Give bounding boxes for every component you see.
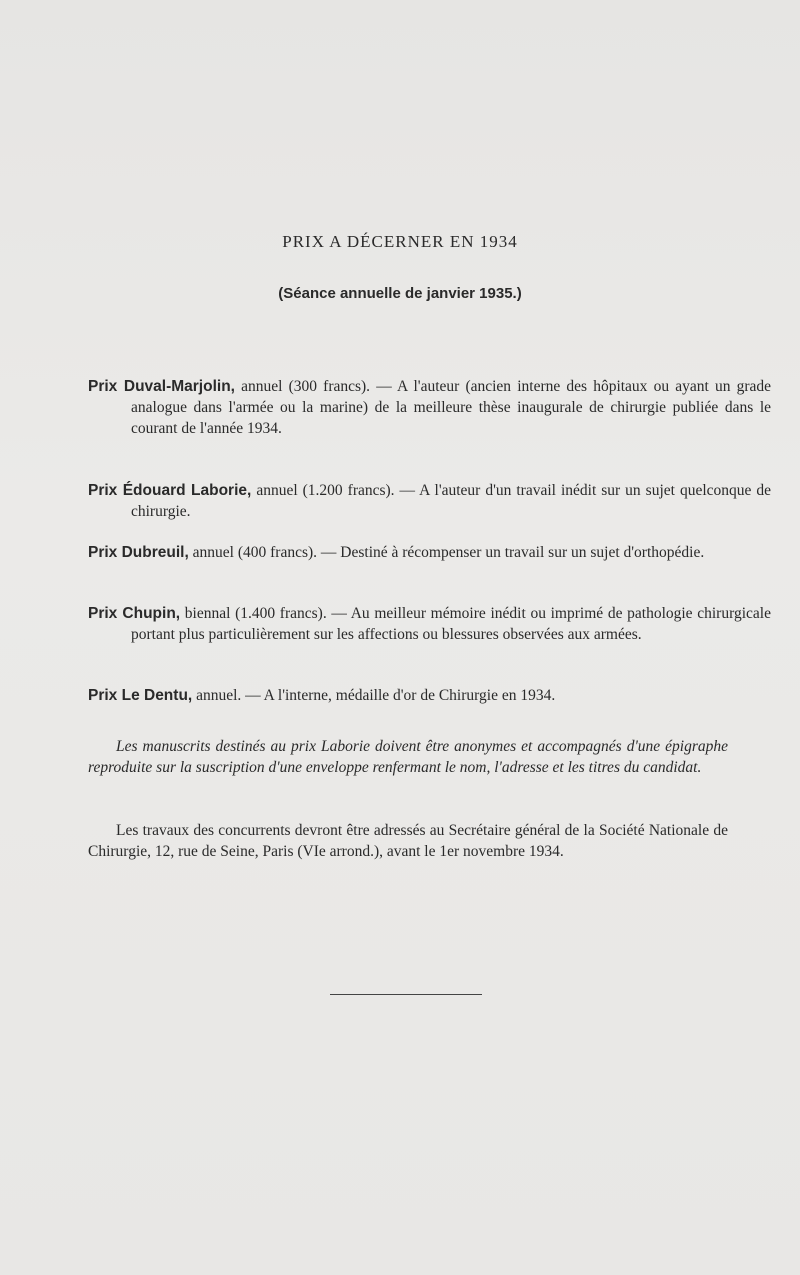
prize-name: Prix Le Dentu, xyxy=(88,687,193,704)
prize-text: biennal (1.400 francs). — Au meilleur mémoire inédit ou imprimé de pathologie chirurgicale portant plus particulièrement sur les affections ou blessures observées aux armées. xyxy=(131,605,771,643)
prize-text: annuel. — A l'interne, médaille d'or de Chirurgie en 1934. xyxy=(196,687,556,704)
prize-duval-marjolin xyxy=(88,376,771,439)
prize-edouard-laborie xyxy=(88,480,771,522)
prize-text: annuel (300 francs). — A l'auteur (ancien interne des hôpitaux ou ayant un grade analogue dans l'armée ou la marine) de la meilleure thèse inaugurale de chirurgie publiée dans le courant de l'année 1934. xyxy=(131,378,772,437)
prize-le-dentu xyxy=(88,685,771,706)
page-title: PRIX A DÉCERNER EN 1934 xyxy=(282,232,518,251)
prize-name: Prix Chupin, xyxy=(88,605,181,622)
submission-instructions: Les travaux des concurrents devront être adressés au Secrétaire général de la Société Nationale de Chirurgie, 12, rue de Seine, Paris (VIe arrond.), avant le 1er novembre 1934. xyxy=(88,822,728,860)
prize-text: annuel (400 francs). — Destiné à récompenser un travail sur un sujet d'orthopédie. xyxy=(192,544,705,561)
prize-name: Prix Duval-Marjolin, xyxy=(88,378,235,395)
prize-name: Prix Édouard Laborie, xyxy=(88,482,252,499)
prize-name: Prix Dubreuil, xyxy=(88,544,189,561)
divider-rule xyxy=(330,994,482,995)
laborie-note: Les manuscrits destinés au prix Laborie doivent être anonymes et accompagnés d'une épigraphe reproduite sur la suscription d'une enveloppe renfermant le nom, l'adresse et les titres du candidat. xyxy=(88,738,728,776)
prize-dubreuil xyxy=(88,542,771,563)
prize-chupin xyxy=(88,603,771,645)
prize-text: annuel (1.200 francs). — A l'auteur d'un travail inédit sur un sujet quelconque de chirurgie. xyxy=(131,482,772,520)
page-subtitle: (Séance annuelle de janvier 1935.) xyxy=(278,285,522,302)
